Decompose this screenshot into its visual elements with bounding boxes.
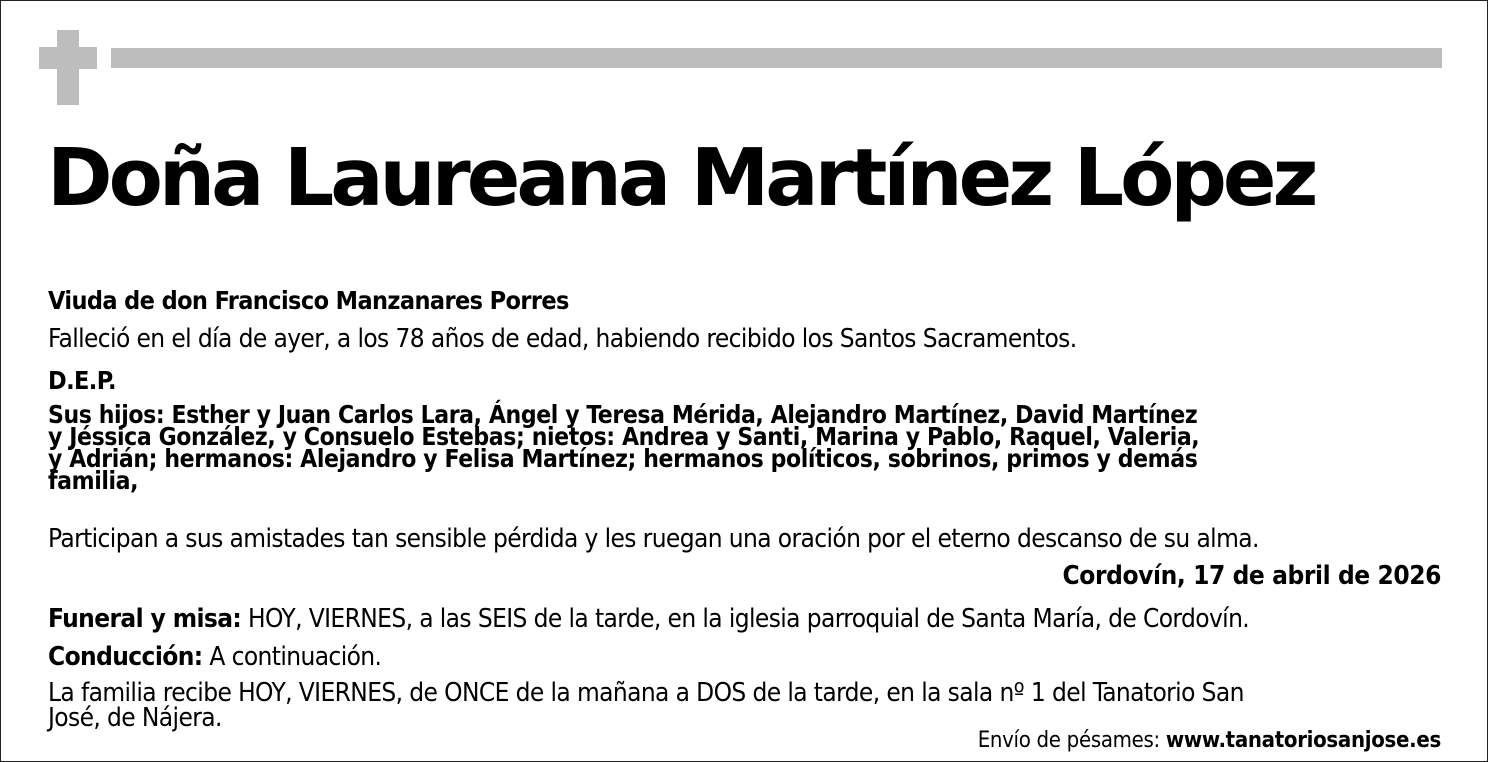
family-line: y Adrián; hermanos: Alejandro y Felisa Martínez; hermanos políticos, sobrinos, primos y demás bbox=[48, 444, 1198, 473]
reception-line: La familia recibe HOY, VIERNES, de ONCE de la mañana a DOS de la tarde, en la sala nº 1 del Tanatorio San bbox=[48, 678, 1244, 708]
top-divider bbox=[111, 48, 1442, 68]
reception-info bbox=[48, 678, 1244, 733]
family-line: Sus hijos: Esther y Juan Carlos Lara, Ángel y Teresa Mérida, Alejandro Martínez, David Martínez bbox=[48, 400, 1198, 429]
family-list bbox=[48, 400, 1200, 495]
deceased-name: Doña Laureana Martínez López bbox=[47, 132, 1315, 224]
death-statement: Falleció en el día de ayer, a los 78 años de edad, habiendo recibido los Santos Sacramentos. bbox=[48, 324, 1077, 354]
condolences-label: Envío de pésames: bbox=[977, 728, 1166, 753]
funeral-text: HOY, VIERNES, a las SEIS de la tarde, en la iglesia parroquial de Santa María, de Cordovín. bbox=[241, 604, 1250, 634]
condolences-line bbox=[978, 730, 1441, 752]
dep-line: D.E.P. bbox=[48, 366, 116, 395]
announcement-line: Participan a sus amistades tan sensible pérdida y les ruegan una oración por el eterno descanso de su alma. bbox=[48, 524, 1259, 554]
widow-of-line: Viuda de don Francisco Manzanares Porres bbox=[48, 286, 569, 315]
conduction-line bbox=[48, 644, 381, 670]
place-date: Cordovín, 17 de abril de 2026 bbox=[1062, 561, 1441, 591]
family-line: familia, bbox=[48, 466, 139, 495]
funeral-label: Funeral y misa: bbox=[48, 604, 242, 634]
funeral-line bbox=[48, 606, 1249, 632]
conduction-label: Conducción: bbox=[48, 642, 203, 672]
family-line: y Jéssica González, y Consuelo Estebas; nietos: Andrea y Santi, Marina y Pablo, Raquel, Valeria, bbox=[48, 422, 1200, 451]
reception-line: José, de Nájera. bbox=[48, 703, 222, 733]
cross-horizontal-bar bbox=[39, 47, 97, 69]
conduction-text: A continuación. bbox=[202, 642, 382, 672]
website-link[interactable]: www.tanatoriosanjose.es bbox=[1165, 728, 1441, 753]
